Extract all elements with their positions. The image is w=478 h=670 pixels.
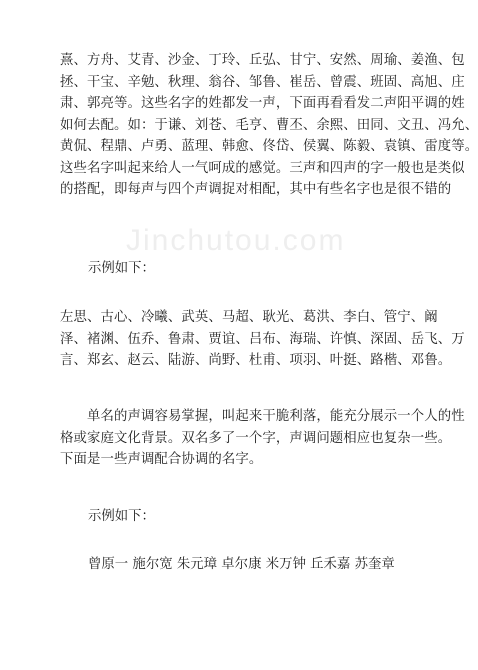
paragraph-line: 的搭配，即每声与四个声调捉对相配，其中有些名字也是很不错的 — [60, 182, 452, 197]
paragraph-line: 肃、郭亮等。这些名字的姓都发一声，下面再看看发二声阳平调的姓 — [60, 96, 465, 111]
paragraph-line: 拯、干宝、辛勉、秋理、翁谷、邹鲁、崔岳、曾震、班固、高旭、庄 — [60, 74, 465, 90]
paragraph-line: 熹、方舟、艾青、沙金、丁玲、丘弘、甘宁、安然、周瑜、姜渔、包 — [60, 53, 465, 68]
paragraph-line: 这些名字叫起来给人一气呵成的感觉。三声和四声的字一般也是类似 — [60, 160, 465, 176]
paragraph-name-tones — [60, 50, 478, 201]
paragraph-line: 左思、古心、冷曦、武英、马超、耿光、葛洪、李白、管宁、阚 — [60, 310, 438, 325]
paragraph-line: 如何去配。如：于谦、刘苍、毛亨、曹丕、余熙、田同、文丑、冯允、 — [60, 117, 478, 133]
example-label: 示例如下： — [88, 261, 155, 276]
paragraph-line: 单名的声调容易掌握，叫起来干脆利落，能充分展示一个人的性 — [87, 409, 465, 424]
paragraph-single-names — [60, 307, 465, 372]
paragraph-line: 泽、褚渊、伍乔、鲁肃、贾谊、吕布、海瑞、许慎、深固、岳飞、万 — [60, 331, 465, 347]
example-names-row: 曾原一 施尔宽 朱元璋 卓尔康 米万钟 丘禾嘉 苏奎章 — [88, 557, 395, 572]
watermark-text: Jinchutou.com — [126, 224, 346, 257]
paragraph-line: 格或家庭文化背景。双名多了一个字，声调问题相应也复杂一些。 — [60, 430, 452, 446]
example-label: 示例如下： — [88, 509, 155, 524]
paragraph-line: 言、郑玄、赵云、陆游、尚野、杜甫、项羽、叶挺、路楷、邓鲁。 — [60, 353, 452, 368]
paragraph-line: 下面是一些声调配合协调的名字。 — [60, 452, 263, 467]
paragraph-line: 黄侃、程鼎、卢勇、蓝理、韩愈、佟岱、侯翼、陈毅、袁镇、雷度等。 — [60, 139, 478, 154]
paragraph-single-double-names — [60, 406, 465, 471]
